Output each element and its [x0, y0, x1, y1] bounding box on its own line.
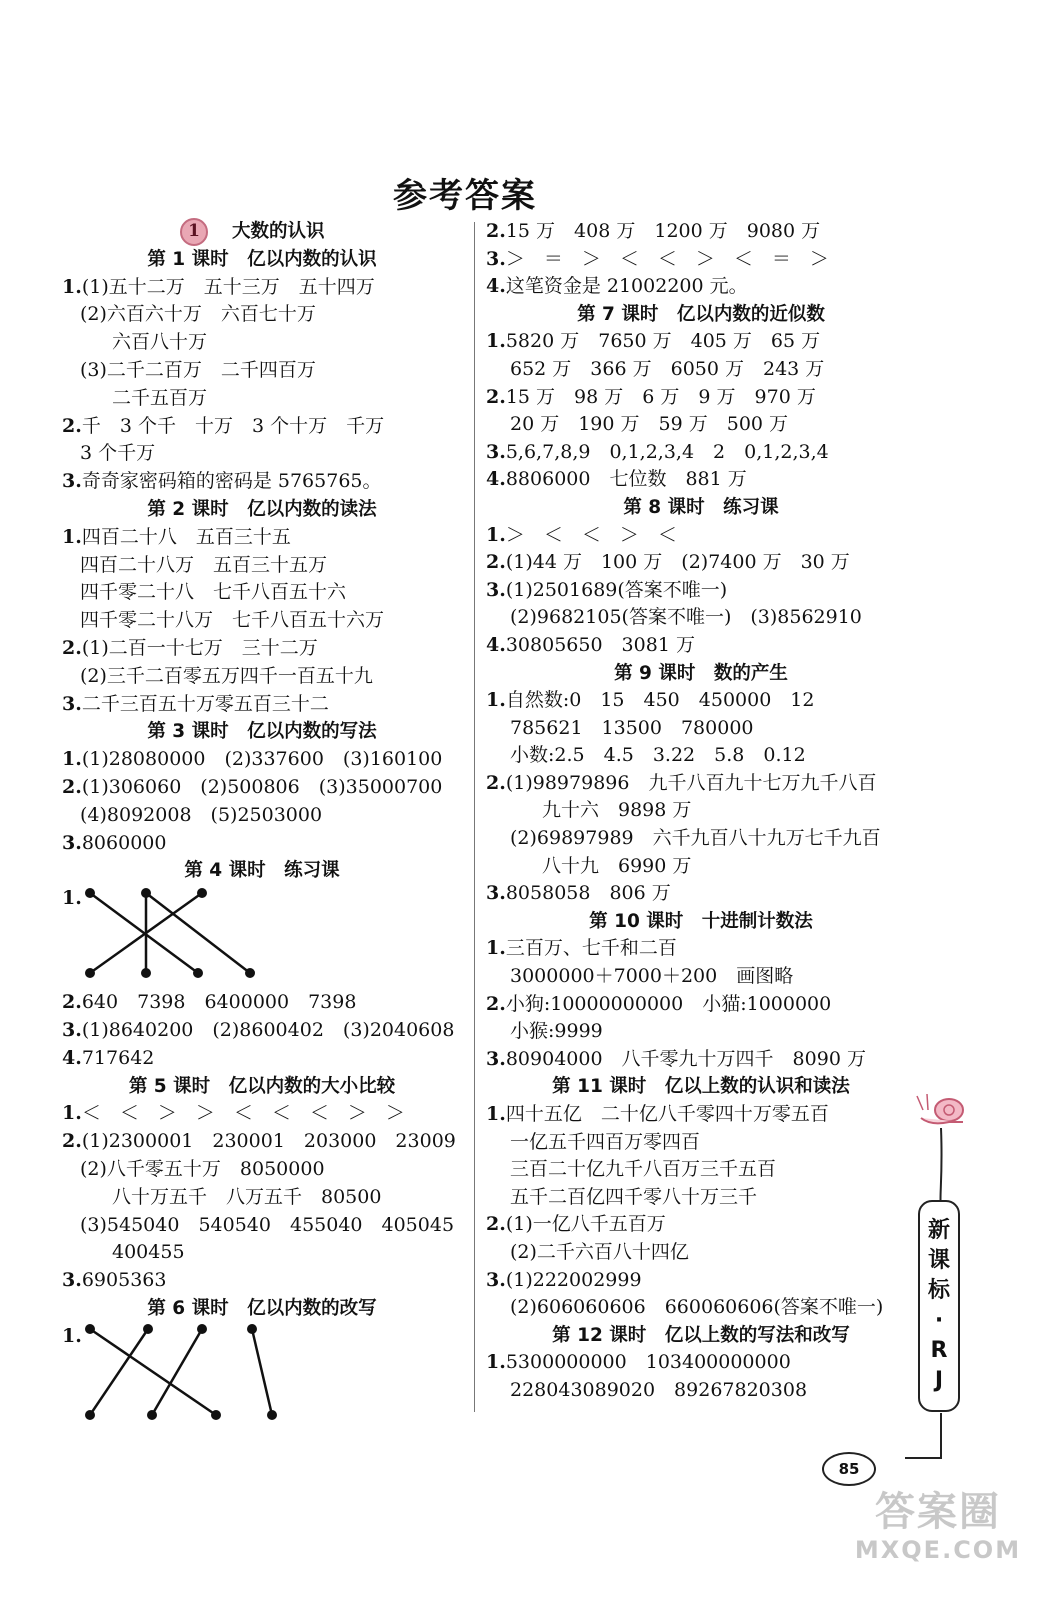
answer-text: (1)306060 (2)500806 (3)35000700 [81, 775, 443, 798]
answer-line [486, 1018, 916, 1046]
answer-text: 四百二十八 五百三十五 [81, 525, 291, 548]
question-number: 1. [486, 330, 506, 353]
question-number: 1. [62, 1102, 82, 1125]
answer-line [62, 1128, 462, 1156]
answer-text: (2)二千六百八十四亿 [510, 1240, 689, 1263]
answer-line [486, 384, 916, 412]
lesson-heading: 第 3 课时 亿以内数的写法 [147, 721, 377, 743]
answer-line [62, 1267, 462, 1295]
answer-line [486, 1129, 916, 1157]
question-number: 1. [62, 275, 82, 298]
answer-line [486, 853, 916, 881]
matching-dot [147, 1410, 157, 1420]
answer-line [62, 385, 462, 413]
answer-text: 3 个千万 [80, 442, 156, 465]
answer-text: 6905363 [81, 1269, 167, 1292]
answer-text: 四千零二十八 七千八百五十六 [80, 581, 347, 604]
answer-line [486, 1377, 916, 1405]
answer-text: (1)五十二万 五十三万 五十四万 [81, 275, 375, 298]
answer-line [486, 356, 916, 384]
answer-text: 30805650 3081 万 [505, 633, 695, 656]
question-number: 3. [486, 882, 506, 905]
question-number: 4. [486, 633, 506, 656]
column-divider [474, 222, 475, 1412]
question-number: 2. [486, 220, 506, 242]
answer-line [62, 524, 462, 552]
answer-line [62, 1045, 462, 1073]
answer-text: 奇奇家密码箱的密码是 5765765。 [81, 470, 382, 493]
answer-text: (1)28080000 (2)337600 (3)160100 [81, 748, 443, 771]
answer-line [486, 411, 916, 439]
question-number: 4. [486, 468, 506, 491]
matching-dot [85, 1410, 95, 1420]
question-number: 3. [486, 578, 506, 601]
answer-line [62, 468, 462, 496]
matching-dot [245, 968, 255, 978]
answer-text: 5300000000 103400000000 [505, 1351, 791, 1374]
answer-text: ＞ ＝ ＞ ＜ ＜ ＞ ＜ ＝ ＞ [505, 247, 829, 270]
answer-line [486, 963, 916, 991]
answer-text: ＜ ＜ ＞ ＞ ＜ ＜ ＜ ＞ ＞ [81, 1102, 405, 1125]
answer-text: 一亿五千四百万零四百 [510, 1130, 701, 1153]
answer-line [62, 691, 462, 719]
answer-line [62, 746, 462, 774]
answer-line [486, 577, 916, 605]
answer-text: 8060000 [81, 831, 167, 854]
answer-text: 二千三百五十万零五百三十二 [81, 692, 329, 715]
answer-line [486, 880, 916, 908]
question-number: 2. [62, 636, 82, 659]
answer-line [62, 274, 462, 302]
answer-line [486, 687, 916, 715]
answer-text: (2)六百六十万 六百七十万 [80, 303, 316, 326]
answer-text: ＞ ＜ ＜ ＞ ＜ [505, 523, 677, 546]
answer-text: (2)三千二百零五万四千一百五十九 [80, 664, 373, 687]
question-number: 1. [486, 1351, 506, 1374]
question-number: 2. [486, 551, 506, 574]
answer-line [486, 549, 916, 577]
question-number: 1. [62, 748, 82, 771]
answer-line [62, 301, 462, 329]
answer-line [486, 273, 916, 301]
answer-line [486, 246, 916, 274]
question-number: 2. [62, 1130, 82, 1153]
answer-line [486, 1156, 916, 1184]
answer-line [486, 1349, 916, 1377]
answer-text: 这笔资金是 21002200 元。 [505, 275, 748, 298]
answer-text: 15 万 98 万 6 万 9 万 970 万 [505, 385, 816, 408]
answer-text: (2)606060606 660060606(答案不唯一) [510, 1296, 884, 1319]
answer-text: 六百八十万 [112, 331, 208, 354]
question-number: 3. [486, 1268, 506, 1291]
answer-text: (2)八千零五十万 8050000 [80, 1157, 325, 1180]
question-number: 2. [62, 414, 82, 437]
answer-text: 228043089020 89267820308 [510, 1378, 808, 1401]
answer-line [62, 1184, 462, 1212]
lesson-heading: 第 2 课时 亿以内数的读法 [147, 498, 377, 520]
answer-matching [62, 1323, 462, 1427]
answer-line [486, 1211, 916, 1239]
matching-line [90, 1329, 148, 1415]
answer-text: 九十六 9898 万 [542, 799, 692, 822]
answer-text: 二千五百万 [112, 386, 208, 409]
watermark-url: MXQE.COM [854, 1536, 1022, 1564]
answer-text: 5,6,7,8,9 0,1,2,3,4 2 0,1,2,3,4 [505, 440, 829, 463]
answer-text: (1)8640200 (2)8600402 (3)2040608 [81, 1018, 455, 1041]
question-number: 1. [486, 1103, 506, 1125]
question-number: 2. [62, 991, 82, 1014]
answer-text: (1)222002999 [505, 1268, 642, 1291]
matching-dot [211, 1410, 221, 1420]
lesson-heading: 第 8 课时 练习课 [623, 496, 779, 518]
question-number: 1. [486, 937, 506, 960]
answer-text: (2)9682105(答案不唯一) (3)8562910 [510, 606, 862, 629]
answer-text: 三百万、七千和二百 [505, 937, 677, 960]
matching-dot [197, 888, 207, 898]
answer-text: 3000000＋7000＋200 画图略 [510, 965, 794, 988]
answer-text: 小狗:10000000000 小猫:1000000 [505, 992, 832, 1015]
question-number: 3. [486, 440, 506, 463]
answer-text: 小数:2.5 4.5 3.22 5.8 0.12 [510, 744, 806, 767]
matching-diagram [62, 885, 322, 989]
matching-dot [85, 888, 95, 898]
question-number: 2. [486, 992, 506, 1015]
answer-text: 八十万五千 八万五千 80500 [112, 1185, 382, 1208]
answer-text: 自然数:0 15 450 450000 12 [505, 689, 815, 712]
answer-line [62, 774, 462, 802]
answer-line [486, 715, 916, 743]
matching-dot [141, 968, 151, 978]
answer-line [486, 1294, 916, 1322]
answer-line [486, 632, 916, 660]
answer-line [62, 440, 462, 468]
answer-text: (4)8092008 (5)2503000 [80, 803, 323, 826]
left-column [62, 218, 462, 1427]
answer-line [62, 1239, 462, 1267]
answer-line [486, 522, 916, 550]
lesson-heading: 第 4 课时 练习课 [184, 860, 340, 882]
answer-text: 三百二十亿九千八百万三千五百 [510, 1158, 777, 1181]
answer-text: 785621 13500 780000 [510, 716, 754, 739]
answer-line [486, 218, 916, 246]
answer-line [486, 439, 916, 467]
answer-line [486, 1101, 916, 1129]
answer-text: 640 7398 6400000 7398 [81, 991, 357, 1014]
answer-text: 小猴:9999 [510, 1020, 603, 1043]
answer-text: 8058058 806 万 [505, 882, 671, 905]
answer-line [486, 797, 916, 825]
answer-text: 400455 [112, 1241, 185, 1264]
answer-text: 8806000 七位数 881 万 [505, 468, 747, 491]
answer-line [62, 1156, 462, 1184]
lesson-heading: 第 1 课时 亿以内数的认识 [147, 248, 377, 270]
matching-line [146, 893, 250, 973]
answer-text: 四千零二十八万 七千八百五十六万 [80, 609, 385, 632]
answer-line [62, 329, 462, 357]
matching-dot [85, 968, 95, 978]
matching-diagram [62, 1323, 322, 1427]
answer-line [62, 1100, 462, 1128]
answer-line [62, 579, 462, 607]
matching-dot [197, 1324, 207, 1334]
answer-text: (1)44 万 100 万 (2)7400 万 30 万 [505, 551, 850, 574]
matching-dot [85, 1324, 95, 1334]
question-number: 2. [62, 775, 82, 798]
answer-line [62, 802, 462, 830]
lesson-heading: 第 10 课时 十进制计数法 [589, 910, 813, 932]
unit-heading [62, 218, 462, 246]
question-number: 3. [62, 1269, 82, 1292]
right-column [486, 218, 916, 1405]
answer-text: 5820 万 7650 万 405 万 65 万 [505, 330, 821, 353]
answer-line [486, 825, 916, 853]
question-number: 2. [486, 1213, 506, 1236]
answer-line [486, 604, 916, 632]
question-number: 2. [486, 385, 506, 408]
matching-line [252, 1329, 272, 1415]
matching-dot [247, 1324, 257, 1334]
answer-text: (1)2300001 230001 203000 23009 [81, 1130, 456, 1153]
answer-text: (1)一亿八千五百万 [505, 1213, 666, 1236]
answer-text: (1)二百一十七万 三十二万 [81, 636, 318, 659]
question-number: 3. [486, 1047, 506, 1070]
answer-line [486, 1239, 916, 1267]
lesson-heading: 第 7 课时 亿以内数的近似数 [577, 303, 825, 325]
answer-line [62, 989, 462, 1017]
question-number: 1. [62, 887, 82, 910]
question-number: 4. [62, 1046, 82, 1069]
answer-line [62, 635, 462, 663]
question-number: 3. [62, 470, 82, 493]
watermark-text: 答案圈 [875, 1489, 1001, 1535]
matching-dot [141, 888, 151, 898]
lesson-heading: 第 11 课时 亿以上数的认识和读法 [552, 1076, 850, 1098]
answer-line [486, 1046, 916, 1074]
unit-number-badge: 1 [180, 218, 208, 246]
answer-line [62, 607, 462, 635]
answer-line [62, 1017, 462, 1045]
answer-line [486, 935, 916, 963]
watermark [838, 1488, 1038, 1564]
question-number: 4. [486, 275, 506, 298]
answer-text: 五千二百亿四千零八十万三千 [510, 1185, 758, 1208]
answer-line [486, 770, 916, 798]
answer-text: (1)98979896 九千八百九十七万九千八百 [505, 771, 877, 794]
page-title: 参考答案 [393, 176, 537, 216]
question-number: 3. [62, 1018, 82, 1041]
answer-text: 八十九 6990 万 [542, 854, 692, 877]
question-number: 1. [62, 1324, 82, 1347]
answer-line [486, 328, 916, 356]
answer-text: (2)69897989 六千九百八十九万七千九百 [510, 827, 881, 850]
answer-matching [62, 885, 462, 989]
lesson-heading: 第 9 课时 数的产生 [614, 662, 788, 684]
answer-line [62, 1212, 462, 1240]
answer-text: (3)545040 540540 455040 405045 [80, 1213, 455, 1236]
lesson-heading: 第 5 课时 亿以内数的大小比较 [128, 1075, 396, 1097]
question-number: 3. [62, 692, 82, 715]
answer-line [486, 742, 916, 770]
answer-line [486, 466, 916, 494]
matching-line [152, 1329, 202, 1415]
question-number: 2. [486, 771, 506, 794]
question-number: 3. [486, 247, 506, 270]
lesson-heading: 第 12 课时 亿以上数的写法和改写 [552, 1324, 850, 1346]
answer-line [62, 663, 462, 691]
matching-dot [267, 1410, 277, 1420]
question-number: 1. [486, 689, 506, 712]
answer-text: 652 万 366 万 6050 万 243 万 [510, 357, 825, 380]
answer-text: 四百二十八万 五百三十五万 [80, 553, 328, 576]
answer-text: (3)二千二百万 二千四百万 [80, 358, 316, 381]
answer-text: 15 万 408 万 1200 万 9080 万 [505, 220, 821, 242]
lesson-heading: 第 6 课时 亿以内数的改写 [147, 1297, 377, 1319]
answer-line [62, 413, 462, 441]
answer-line [62, 830, 462, 858]
answer-line [486, 1184, 916, 1212]
answer-line [62, 552, 462, 580]
answer-text: 千 3 个千 十万 3 个十万 千万 [81, 414, 385, 437]
question-number: 1. [486, 523, 506, 546]
question-number: 1. [62, 525, 82, 548]
answer-line [486, 1267, 916, 1295]
matching-line [90, 1329, 216, 1415]
unit-title: 大数的认识 [232, 221, 325, 242]
answer-line [486, 991, 916, 1019]
answer-text: (1)2501689(答案不唯一) [505, 578, 728, 601]
page-number: 85 [822, 1452, 876, 1486]
question-number: 3. [62, 831, 82, 854]
matching-dot [143, 1324, 153, 1334]
answer-line [62, 357, 462, 385]
matching-dot [193, 968, 203, 978]
curriculum-tag: 新 课 标 · R J [918, 1200, 960, 1412]
answer-text: 四十五亿 二十亿八千零四十万零五百 [505, 1103, 829, 1125]
answer-text: 20 万 190 万 59 万 500 万 [510, 413, 789, 436]
answer-text: 80904000 八千零九十万四千 8090 万 [505, 1047, 866, 1070]
answer-text: 717642 [81, 1046, 155, 1069]
